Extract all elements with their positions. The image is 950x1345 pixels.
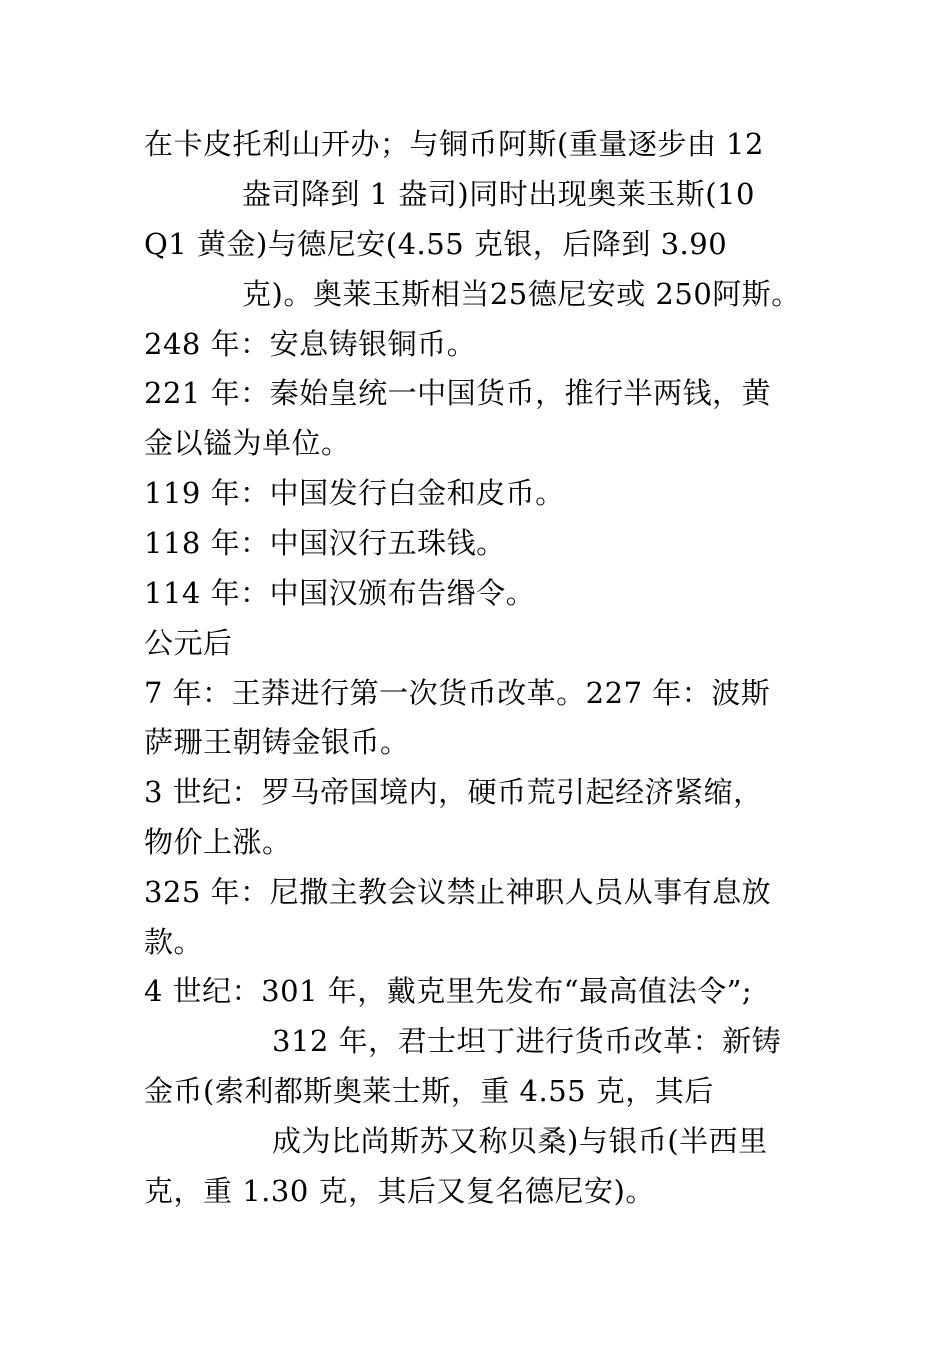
text-line: 114 年：中国汉颁布告缗令。 bbox=[144, 576, 536, 610]
text-line: 3 世纪：罗马帝国境内，硬币荒引起经济紧缩， bbox=[144, 775, 763, 809]
text-line: 221 年：秦始皇统一中国货币，推行半两钱，黄 bbox=[144, 376, 772, 410]
text-line: 萨珊王朝铸金银币。 bbox=[144, 725, 410, 759]
section-heading: 公元后 bbox=[144, 626, 233, 660]
text-line: 克，重 1.30 克，其后又复名德尼安)。 bbox=[144, 1174, 655, 1208]
text-line: 款。 bbox=[144, 925, 204, 959]
text-line: 312 年，君士坦丁进行货币改革：新铸 bbox=[272, 1024, 782, 1058]
text-line: 248 年：安息铸银铜币。 bbox=[144, 327, 477, 361]
text-line: 在卡皮托利山开办；与铜币阿斯(重量逐步由 12 bbox=[144, 127, 764, 161]
text-line: 克)。奥莱玉斯相当25德尼安或 250阿斯。 bbox=[242, 277, 801, 311]
text-line: 盎司降到 1 盎司)同时出现奥莱玉斯(10 bbox=[242, 177, 755, 211]
text-line: 4 世纪：301 年，戴克里先发布“最高值法令”; bbox=[144, 974, 753, 1008]
text-line: 金币(索利都斯奥莱士斯，重 4.55 克，其后 bbox=[144, 1074, 714, 1108]
text-line: 成为比尚斯苏又称贝桑)与银币(半西里 bbox=[272, 1124, 768, 1158]
text-line: 7 年：王莽进行第一次货币改革。227 年：波斯 bbox=[144, 676, 771, 710]
text-line: 118 年：中国汉行五珠钱。 bbox=[144, 526, 506, 560]
text-line: 金以镒为单位。 bbox=[144, 426, 351, 460]
text-line: 物价上涨。 bbox=[144, 825, 292, 859]
text-line: 325 年：尼撒主教会议禁止神职人员从事有息放 bbox=[144, 875, 772, 909]
text-line: Q1 黄金)与德尼安(4.55 克银，后降到 3.90 bbox=[144, 227, 728, 261]
text-line: 119 年：中国发行白金和皮币。 bbox=[144, 476, 565, 510]
